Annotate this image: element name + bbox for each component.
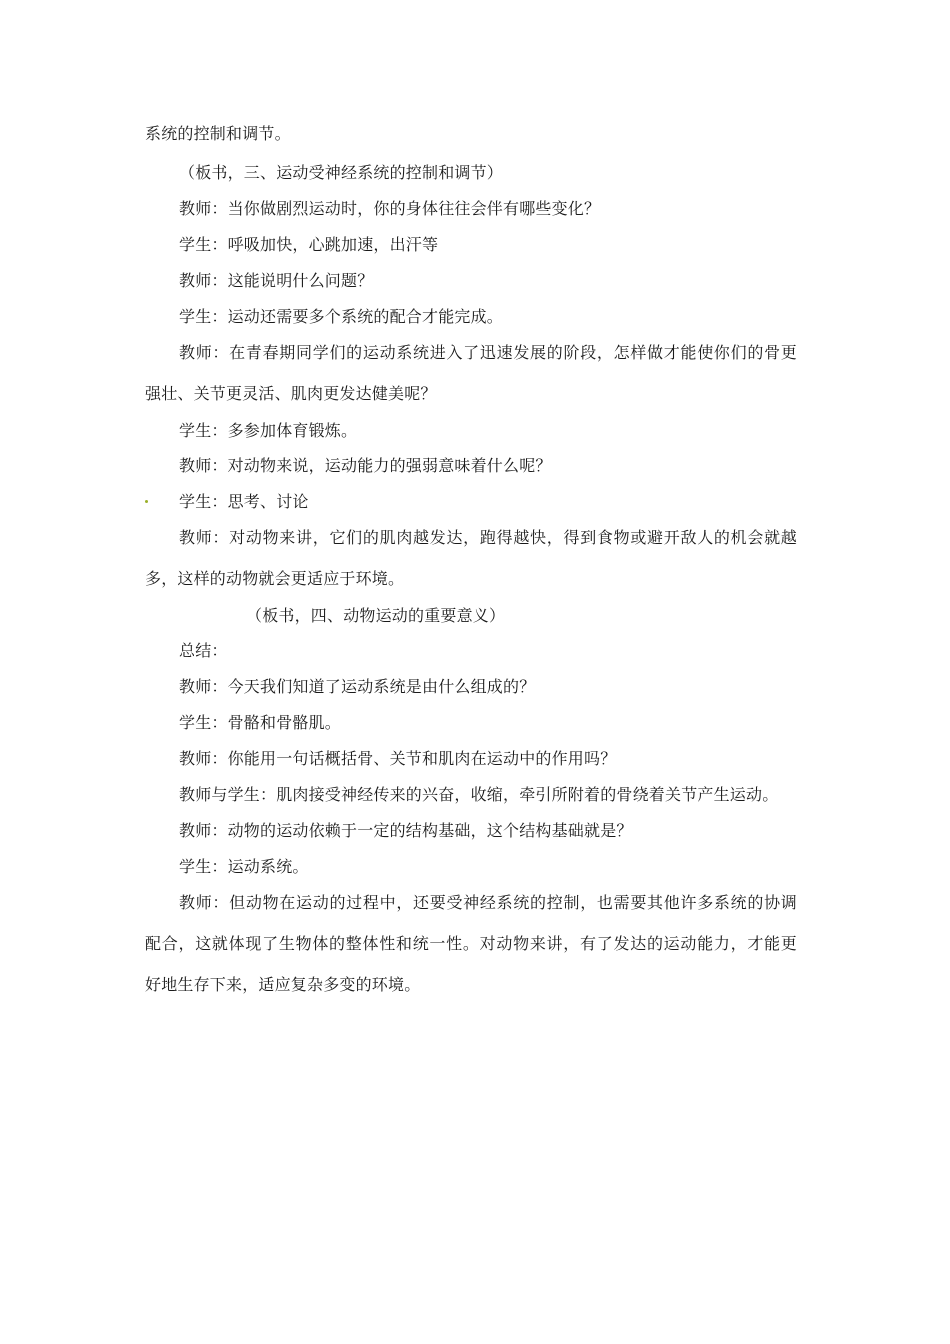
board-note: （板书，三、运动受神经系统的控制和调节） [179,163,504,182]
stray-mark [145,500,148,503]
dialogue-line: 教师：对动物来说，运动能力的强弱意味着什么呢？ [179,456,552,475]
text-line: 系统的控制和调节。 [145,124,291,143]
dialogue-line: 教师与学生：肌肉接受神经传来的兴奋，收缩，牵引所附着的骨绕着关节产生运动。 [179,785,779,804]
dialogue-line: 教师：在青春期同学们的运动系统进入了迅速发展的阶段，怎样做才能使你们的骨更 [179,343,797,362]
text-line: 配合，这就体现了生物体的整体性和统一性。对动物来讲，有了发达的运动能力，才能更 [145,934,797,953]
dialogue-line: 学生：运动还需要多个系统的配合才能完成。 [179,307,504,326]
dialogue-line: 教师：这能说明什么问题？ [179,271,374,290]
summary-heading: 总结： [179,641,228,660]
text-line: 多，这样的动物就会更适应于环境。 [145,569,405,588]
dialogue-line: 学生：多参加体育锻炼。 [179,421,358,440]
dialogue-line: 学生：骨骼和骨骼肌。 [179,713,342,732]
dialogue-line: 教师：你能用一句话概括骨、关节和肌肉在运动中的作用吗？ [179,749,617,768]
dialogue-line: 教师：今天我们知道了运动系统是由什么组成的？ [179,677,536,696]
dialogue-line: 学生：呼吸加快，心跳加速，出汗等 [179,235,439,254]
dialogue-line: 教师：动物的运动依赖于一定的结构基础，这个结构基础就是？ [179,821,633,840]
dialogue-line: 教师：当你做剧烈运动时，你的身体往往会伴有哪些变化？ [179,199,601,218]
dialogue-line: 学生：思考、讨论 [179,492,309,511]
dialogue-line: 教师：但动物在运动的过程中，还要受神经系统的控制，也需要其他许多系统的协调 [179,893,797,912]
dialogue-line: 教师：对动物来讲，它们的肌肉越发达，跑得越快，得到食物或避开敌人的机会就越 [179,528,797,547]
text-line: 好地生存下来，适应复杂多变的环境。 [145,975,421,994]
text-line: 强壮、关节更灵活、肌肉更发达健美呢？ [145,384,437,403]
dialogue-line: 学生：运动系统。 [179,857,309,876]
board-note: （板书，四、动物运动的重要意义） [246,606,506,625]
